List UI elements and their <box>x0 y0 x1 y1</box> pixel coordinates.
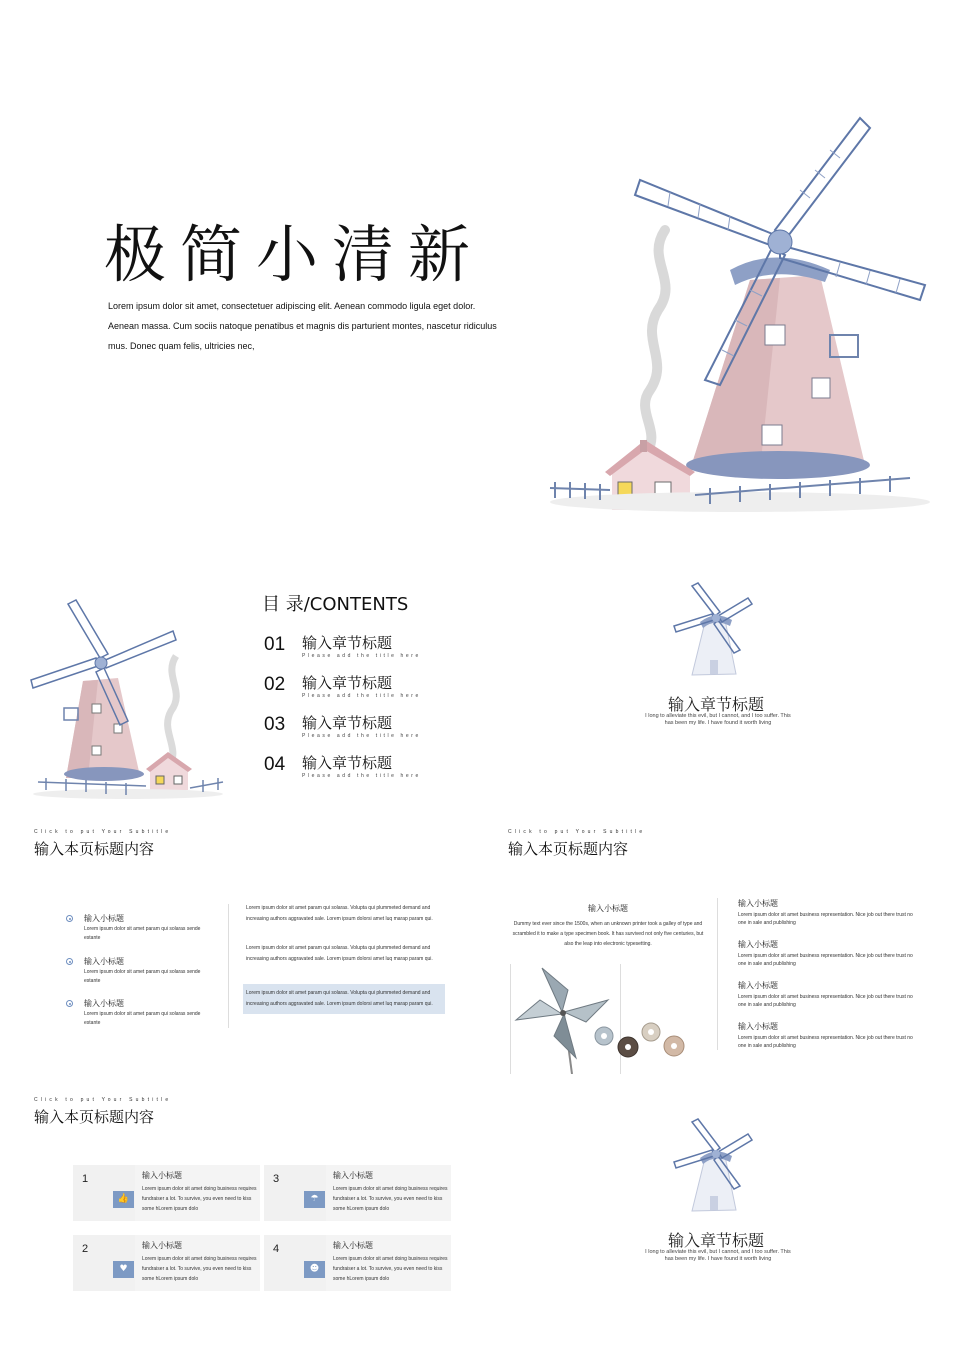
card-text-3 <box>326 1165 451 1221</box>
slide3-page-title: 输入本页标题内容 <box>34 840 155 858</box>
slide3-bullet-2 <box>66 956 216 996</box>
divider <box>228 904 229 1028</box>
slide4-page-title: 输入本页标题内容 <box>508 840 629 858</box>
item-desc: Lorem ipsum dolor sit amet business representation. Nice job out there trust no one in sale and publishing <box>738 953 913 967</box>
slide3-paragraph-3-highlight: Lorem ipsum dolor sit amet param qui solaras. Volupta qui plummeted demand and increasing authors aggravated sale. Lorem ipsum dolorsi amet luq marap param qui. <box>243 984 445 1014</box>
slide4-subtitle-hint: Click to put Your Subtitle <box>508 829 646 835</box>
card-number: 4 <box>273 1243 280 1255</box>
toc-item-2[interactable] <box>264 672 434 708</box>
windmill-icon-illustration <box>670 1118 760 1218</box>
slide5-subtitle-hint: Click to put Your Subtitle <box>34 1097 172 1103</box>
item-desc: Lorem ipsum dolor sit amet business representation. Nice job out there trust no one in sale and publishing <box>738 994 913 1008</box>
item-title: 输入小标题 <box>738 1022 778 1031</box>
card-desc: Lorem ipsum dolor sit amet doing business requires fundraiser a lot. To survive, you even need to kiss some hLorem ipsum dolo <box>333 1186 448 1212</box>
toc-number: 01 <box>264 634 286 655</box>
bullet-title: 输入小标题 <box>84 914 124 923</box>
card-title: 输入小标题 <box>333 1171 373 1180</box>
windmill-illustration <box>540 110 940 520</box>
item-title: 输入小标题 <box>738 899 778 908</box>
card-desc: Lorem ipsum dolor sit amet doing business requires fundraiser a lot. To survive, you even need to kiss some hLorem ipsum dolo <box>333 1256 448 1282</box>
toc-label: 输入章节标题 <box>302 634 393 652</box>
card-number: 1 <box>82 1173 89 1185</box>
heart-icon: ♥ <box>113 1261 134 1278</box>
slide3-paragraph-1: Lorem ipsum dolor sit amet param qui solaras. Volupta qui plummeted demand and increasing authors aggravated sale. Lorem ipsum dolorsi amet luq marap param qui. <box>246 905 433 922</box>
center-desc: Dummy text ever since the 1500s, when an unknown printer took a galley of type and scrambled it to make a type specimen book. It has survived not only five centuries, but also the leap into electronic typesetting. <box>512 921 704 947</box>
cover-body: Lorem ipsum dolor sit amet, consectetuer adipiscing elit. Aenean commodo ligula eget dolor. Aenean massa. Cum sociis natoque penatibus et magnis dis parturient montes, nascetur ridiculus mus. Donec quam felis, ultricies nec, <box>108 301 497 351</box>
card-title: 输入小标题 <box>142 1171 182 1180</box>
toc-number: 02 <box>264 674 286 695</box>
toc-item-1[interactable] <box>264 632 434 668</box>
section-b-title: 输入章节标题 <box>667 1231 764 1250</box>
card-text-1 <box>135 1165 260 1221</box>
item-title: 输入小标题 <box>738 981 778 990</box>
bullet-dot-icon <box>66 1000 73 1007</box>
section-b-desc: I long to alleviate this evil, but I cannot, and I too suffer. This has been my life. I have found it worth living <box>645 1249 791 1262</box>
card-number: 2 <box>82 1243 89 1255</box>
item-desc: Lorem ipsum dolor sit amet business representation. Nice job out there trust no one in sale and publishing <box>738 1035 913 1049</box>
umbrella-icon: ☂ <box>304 1191 325 1208</box>
pinwheel-illustration <box>512 962 712 1074</box>
user-icon: ☻ <box>304 1261 325 1278</box>
bullet-title: 输入小标题 <box>84 999 124 1008</box>
thumbs-up-icon: 👍 <box>113 1191 134 1208</box>
bullet-desc: Lorem ipsum dolor sit amet param qui solaras sende estante <box>84 1011 201 1026</box>
toc-subtitle: Please add the title here <box>302 693 421 699</box>
windmill-icon-illustration <box>670 582 760 682</box>
slide3-subtitle-hint: Click to put Your Subtitle <box>34 829 172 835</box>
divider <box>510 964 511 1074</box>
card-title: 输入小标题 <box>333 1241 373 1250</box>
item-desc: Lorem ipsum dolor sit amet business representation. Nice job out there trust no one in sale and publishing <box>738 912 913 926</box>
cover-title: 极简小清新 <box>104 218 485 291</box>
card-number-1 <box>73 1165 135 1221</box>
toc-subtitle: Please add the title here <box>302 773 421 779</box>
bullet-title: 输入小标题 <box>84 957 124 966</box>
slide4-center-block <box>508 903 708 949</box>
toc-number: 04 <box>264 754 286 775</box>
section-a-title: 输入章节标题 <box>667 695 764 714</box>
slide3-paragraph-2: Lorem ipsum dolor sit amet param qui solaras. Volupta qui plummeted demand and increasing authors aggravated sale. Lorem ipsum dolorsi amet luq marap param qui. <box>246 945 433 962</box>
center-title: 输入小标题 <box>588 904 628 913</box>
card-text-4 <box>326 1235 451 1291</box>
bullet-dot-icon <box>66 915 73 922</box>
slide4-item-1 <box>738 898 914 927</box>
toc-item-3[interactable] <box>264 712 434 748</box>
windmill-small-illustration <box>28 596 228 806</box>
toc-label: 输入章节标题 <box>302 754 393 772</box>
item-title: 输入小标题 <box>738 940 778 949</box>
toc-item-4[interactable] <box>264 752 434 788</box>
toc-subtitle: Please add the title here <box>302 733 421 739</box>
card-title: 输入小标题 <box>142 1241 182 1250</box>
slide4-item-3 <box>738 980 914 1009</box>
card-desc: Lorem ipsum dolor sit amet doing business requires fundraiser a lot. To survive, you even need to kiss some hLorem ipsum dolo <box>142 1256 257 1282</box>
slide3-bullet-3 <box>66 998 216 1038</box>
card-desc: Lorem ipsum dolor sit amet doing business requires fundraiser a lot. To survive, you even need to kiss some hLorem ipsum dolo <box>142 1186 257 1212</box>
toc-label: 输入章节标题 <box>302 714 393 732</box>
card-number: 3 <box>273 1173 280 1185</box>
toc-subtitle: Please add the title here <box>302 653 421 659</box>
section-a-desc: I long to alleviate this evil, but I cannot, and I too suffer. This has been my life. I have found it worth living <box>645 713 791 726</box>
card-text-2 <box>135 1235 260 1291</box>
card-number-3 <box>264 1165 326 1221</box>
card-number-2 <box>73 1235 135 1291</box>
toc-number: 03 <box>264 714 286 735</box>
slide5-page-title: 输入本页标题内容 <box>34 1108 155 1126</box>
bullet-desc: Lorem ipsum dolor sit amet param qui solaras sende estante <box>84 926 201 941</box>
divider <box>717 898 718 1050</box>
toc-label: 输入章节标题 <box>302 674 393 692</box>
card-number-4 <box>264 1235 326 1291</box>
slide4-item-4 <box>738 1021 914 1050</box>
contents-title: 目 录/CONTENTS <box>262 594 409 615</box>
bullet-dot-icon <box>66 958 73 965</box>
slide4-item-2 <box>738 939 914 968</box>
bullet-desc: Lorem ipsum dolor sit amet param qui solaras sende estante <box>84 969 201 984</box>
slide3-bullet-1 <box>66 913 216 953</box>
